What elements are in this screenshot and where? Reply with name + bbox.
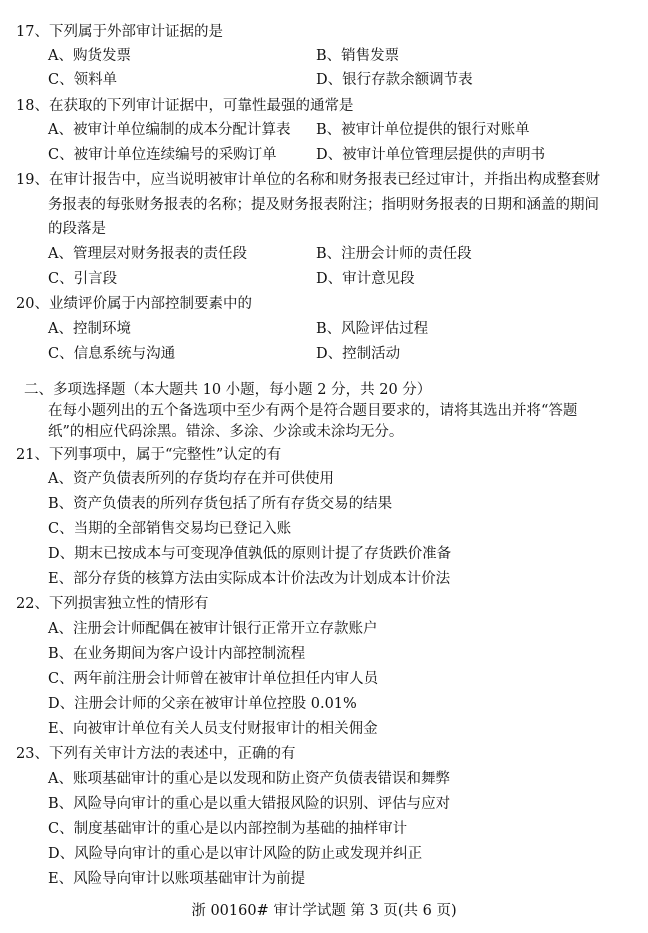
question-17-option-d: D、银行存款余额调节表: [316, 72, 473, 88]
question-23-stem: 23、下列有关审计方法的表述中，正确的有: [16, 746, 296, 762]
question-22-stem: 22、下列损害独立性的情形有: [16, 596, 209, 612]
question-19-option-c: C、引言段: [48, 271, 118, 287]
question-20-option-c: C、信息系统与沟通: [48, 346, 176, 362]
question-19-option-a: A、管理层对财务报表的责任段: [48, 246, 247, 262]
question-23-option-c: C、制度基础审计的重心是以内部控制为基础的抽样审计: [48, 821, 408, 837]
question-22-option-c: C、两年前注册会计师曾在被审计单位担任内审人员: [48, 671, 379, 687]
question-18-option-d: D、被审计单位管理层提供的声明书: [316, 147, 546, 163]
question-22-option-a: A、注册会计师配偶在被审计银行正常开立存款账户: [48, 621, 378, 637]
section-2-instruction-line-1: 在每小题列出的五个备选项中至少有两个是符合题目要求的，请将其选出并将“答题: [48, 403, 578, 419]
question-19-stem-line-2: 务报表的每张财务报表的名称；提及财务报表附注；指明财务报表的日期和涵盖的期间: [48, 197, 599, 213]
question-22-option-e: E、向被审计单位有关人员支付财报审计的相关佣金: [48, 721, 378, 737]
question-20-option-d: D、控制活动: [316, 346, 401, 362]
question-19-option-d: D、审计意见段: [316, 271, 415, 287]
page-footer: 浙 00160# 审计学试题 第 3 页(共 6 页): [191, 903, 457, 919]
question-17-option-a: A、购货发票: [48, 48, 131, 64]
question-21-stem: 21、下列事项中，属于“完整性”认定的有: [16, 447, 282, 463]
question-23-option-a: A、账项基础审计的重心是以发现和防止资产负债表错误和舞弊: [48, 771, 450, 787]
question-21-option-a: A、资产负债表所列的存货均存在并可供使用: [48, 471, 334, 487]
question-20-option-b: B、风险评估过程: [316, 321, 429, 337]
question-21-option-c: C、当期的全部销售交易均已登记入账: [48, 521, 292, 537]
question-21-option-b: B、资产负债表的所列存货包括了所有存货交易的结果: [48, 496, 393, 512]
question-23-option-b: B、风险导向审计的重心是以重大错报风险的识别、评估与应对: [48, 796, 451, 812]
question-19-option-b: B、注册会计师的责任段: [316, 246, 472, 262]
question-17-stem: 17、下列属于外部审计证据的是: [16, 24, 223, 40]
question-18-stem: 18、在获取的下列审计证据中，可靠性最强的通常是: [16, 98, 354, 114]
section-2-instruction-line-2: 纸”的相应代码涂黑。错涂、多涂、少涂或未涂均无分。: [48, 424, 404, 440]
question-18-option-c: C、被审计单位连续编号的采购订单: [48, 147, 277, 163]
section-2-title: 二、多项选择题（本大题共 10 小题，每小题 2 分，共 20 分）: [24, 382, 432, 398]
question-20-option-a: A、控制环境: [48, 321, 131, 337]
question-19-stem-line-3: 的段落是: [48, 221, 106, 237]
question-18-option-b: B、被审计单位提供的银行对账单: [316, 122, 530, 138]
question-22-option-b: B、在业务期间为客户设计内部控制流程: [48, 646, 306, 662]
question-19-stem-line-1: 19、在审计报告中，应当说明被审计单位的名称和财务报表已经过审计，并指出构成整套财: [16, 172, 600, 188]
question-21-option-d: D、期末已按成本与可变现净值孰低的原则计提了存货跌价准备: [48, 546, 452, 562]
question-17-option-b: B、销售发票: [316, 48, 400, 64]
question-22-option-d: D、注册会计师的父亲在被审计单位控股 0.01%: [48, 696, 357, 712]
question-17-option-c: C、领料单: [48, 72, 118, 88]
question-18-option-a: A、被审计单位编制的成本分配计算表: [48, 122, 291, 138]
question-21-option-e: E、部分存货的核算方法由实际成本计价法改为计划成本计价法: [48, 571, 451, 587]
question-23-option-d: D、风险导向审计的重心是以审计风险的防止或发现并纠正: [48, 846, 423, 862]
question-20-stem: 20、业绩评价属于内部控制要素中的: [16, 296, 252, 312]
question-23-option-e: E、风险导向审计以账项基础审计为前提: [48, 871, 306, 887]
